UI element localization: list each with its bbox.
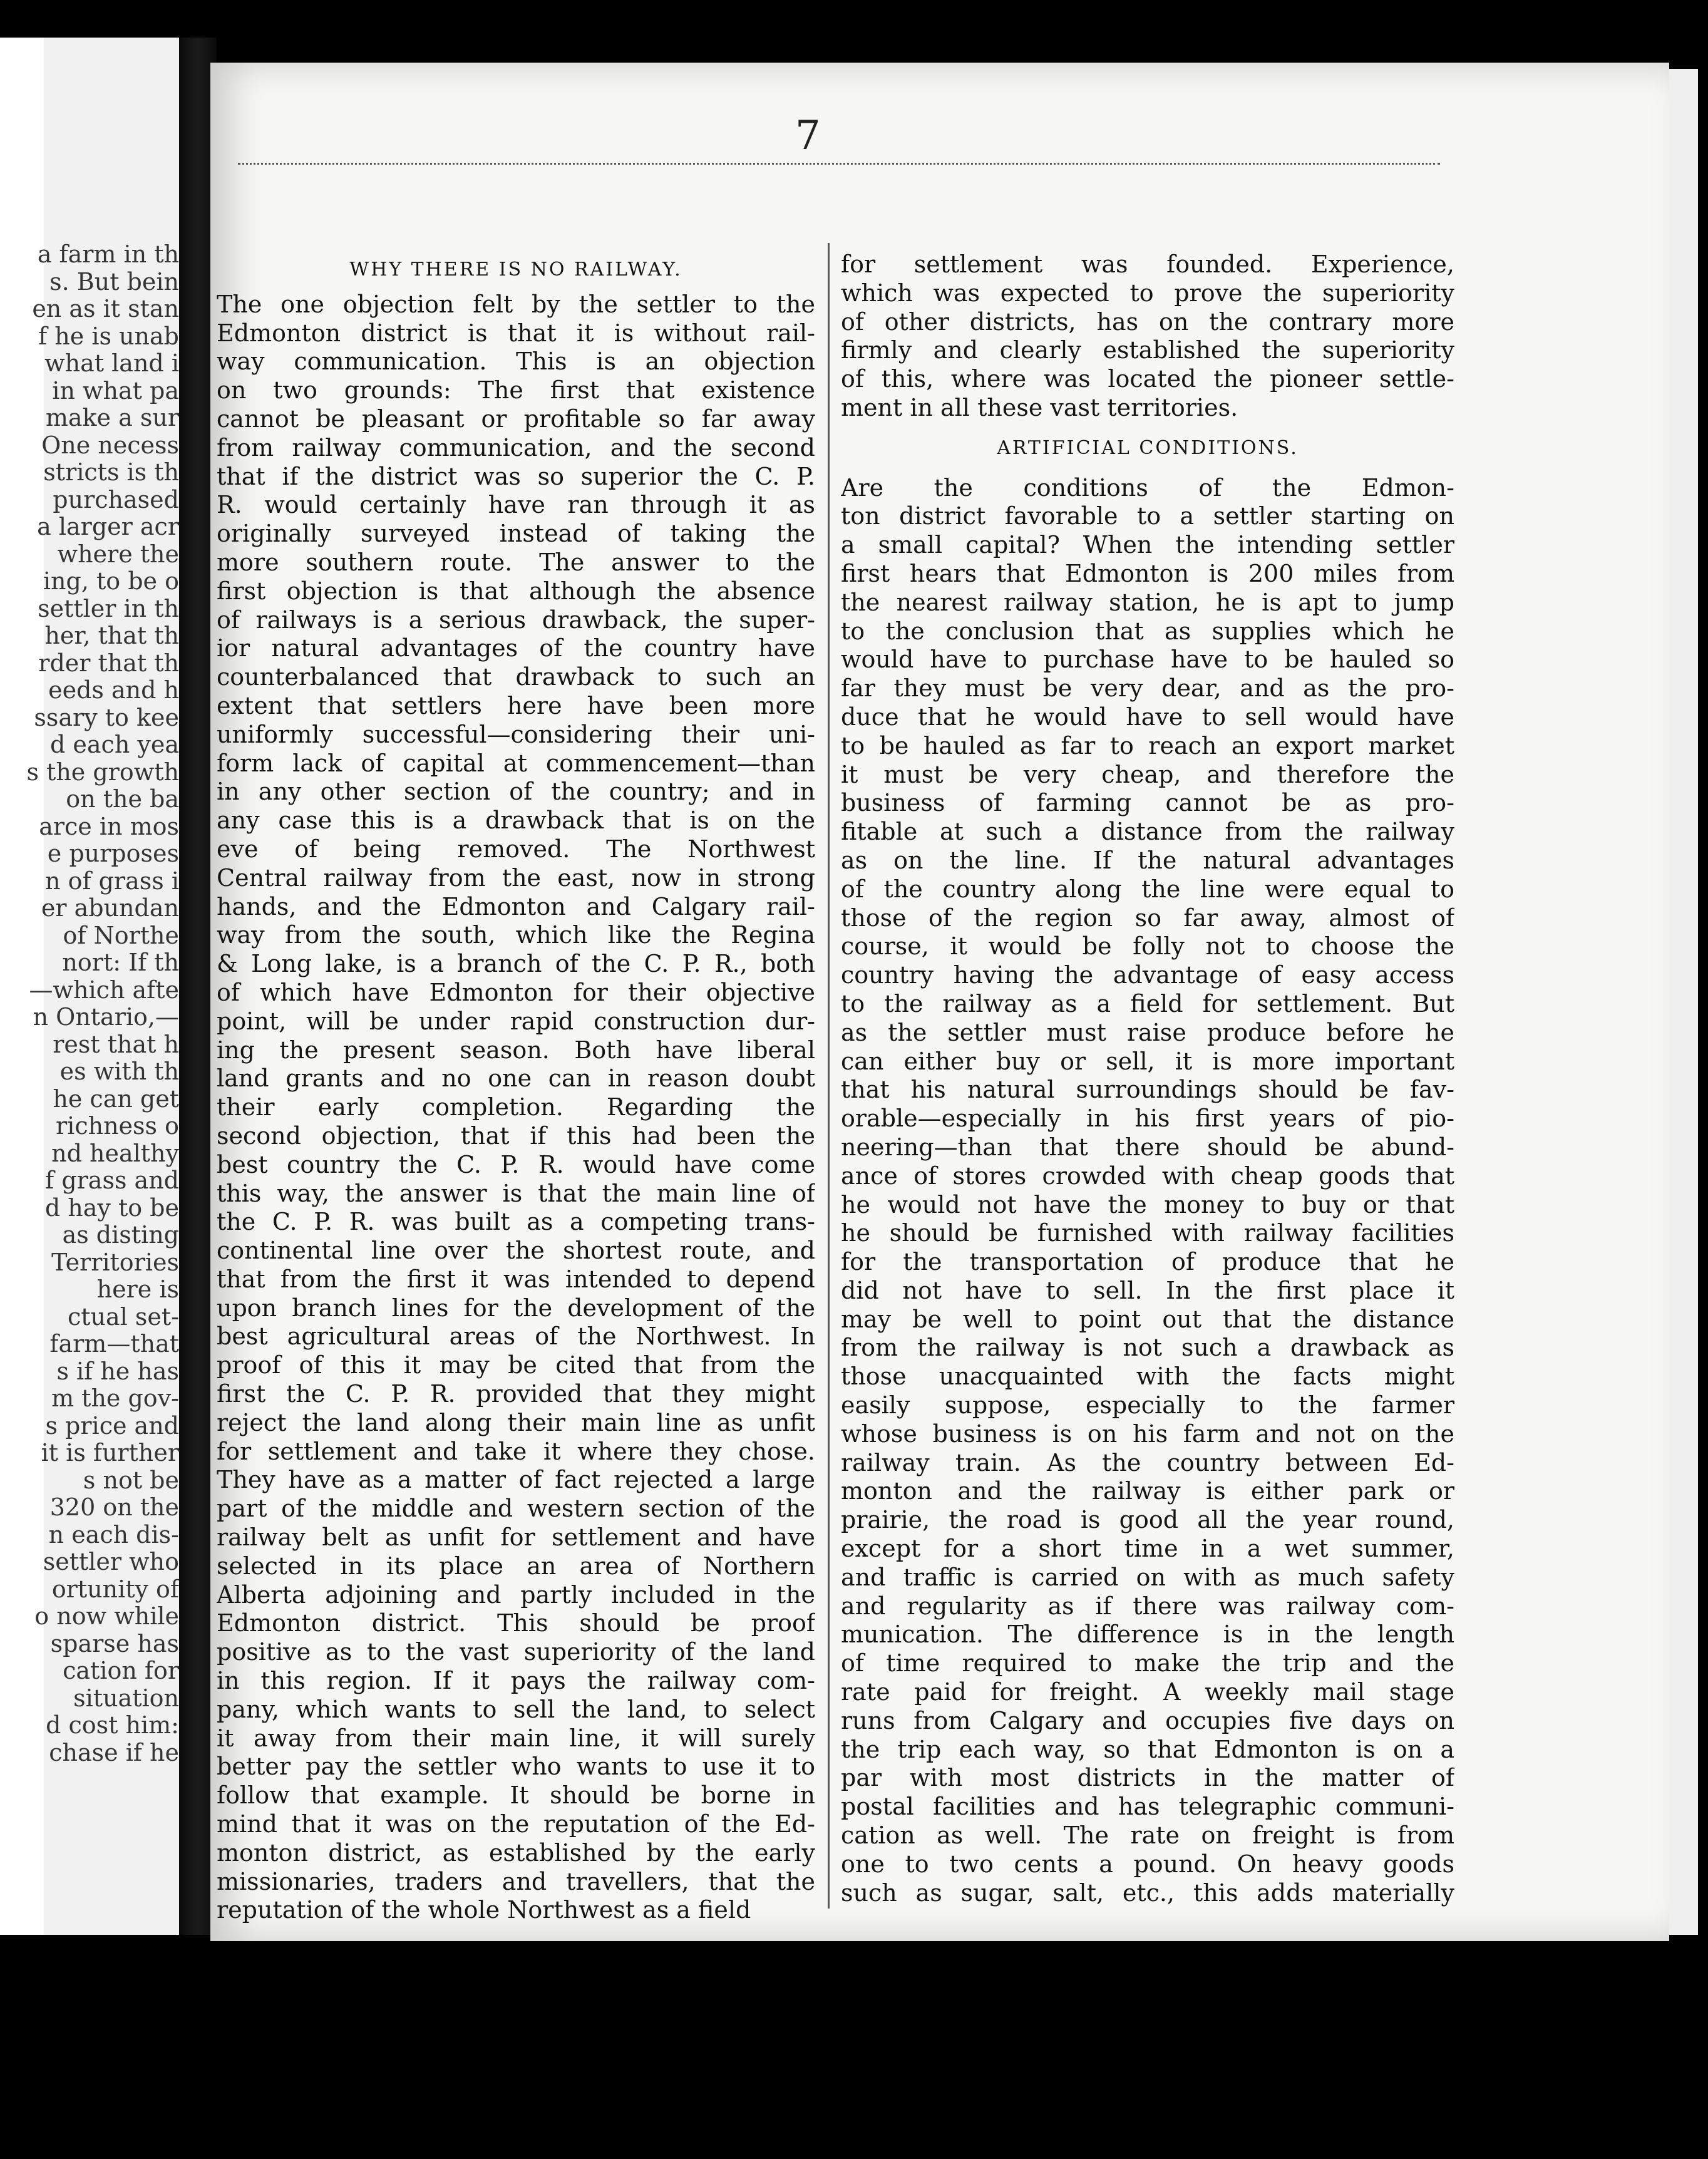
left-page-line: in what pa bbox=[52, 377, 179, 404]
text-line: would have to purchase have to be hauled so bbox=[841, 646, 1454, 674]
text-line: way communication. This is an objection bbox=[217, 348, 815, 376]
left-page-line: s price and bbox=[45, 1412, 179, 1440]
text-line: railway train. As the country between Ed- bbox=[841, 1448, 1454, 1476]
text-line: it away from their main line, it will surely bbox=[217, 1724, 815, 1752]
text-line: he should be furnished with railway facilities bbox=[841, 1219, 1454, 1247]
text-line: the nearest railway station, he is apt to jump bbox=[841, 588, 1454, 616]
text-line: it must be very cheap, and therefore the bbox=[841, 760, 1454, 788]
left-page-line: d hay to be bbox=[44, 1194, 179, 1222]
left-page-line: ortunity of bbox=[51, 1575, 179, 1603]
left-page-line: a farm in th bbox=[37, 241, 179, 268]
text-line: first objection is that although the absence bbox=[217, 577, 815, 605]
left-page-line: d each yea bbox=[50, 731, 179, 758]
left-page-line: settler who bbox=[43, 1548, 179, 1575]
column-divider bbox=[828, 243, 830, 1909]
text-line: reject the land along their main line as unfit bbox=[217, 1408, 815, 1436]
text-line: which was expected to prove the superiority bbox=[841, 279, 1454, 307]
text-line: ior natural advantages of the country have bbox=[217, 634, 815, 662]
text-line: any case this is a drawback that is on the bbox=[217, 806, 815, 835]
text-line: better pay the settler who wants to use it to bbox=[217, 1753, 815, 1781]
text-column-left bbox=[217, 250, 815, 1925]
left-page-line: —which afte bbox=[29, 976, 179, 1004]
left-page-line: n each dis- bbox=[48, 1521, 179, 1548]
text-line: hands, and the Edmonton and Calgary rail- bbox=[217, 892, 815, 920]
text-line: eve of being removed. The Northwest bbox=[217, 835, 815, 863]
text-line: except for a short time in a wet summer, bbox=[841, 1535, 1454, 1563]
text-line: uniformly successful—considering their uni- bbox=[217, 720, 815, 748]
text-line: as on the line. If the natural advantages bbox=[841, 846, 1454, 874]
text-line: to the conclusion that as supplies which he bbox=[841, 617, 1454, 645]
text-line: way from the south, which like the Regina bbox=[217, 921, 815, 949]
text-line: & Long lake, is a branch of the C. P. R., both bbox=[217, 950, 815, 978]
left-page-line: f he is unab bbox=[38, 322, 179, 350]
text-line: reputation of the whole Northwest as a field bbox=[217, 1896, 751, 1924]
left-page-line: sparse has bbox=[50, 1630, 179, 1657]
text-line: form lack of capital at commencement—than bbox=[217, 749, 815, 777]
text-line: neering—than that there should be abund- bbox=[841, 1133, 1454, 1161]
section-heading-conditions: ARTIFICIAL CONDITIONS. bbox=[997, 436, 1299, 459]
text-line: that from the first it was intended to depend bbox=[217, 1265, 815, 1293]
text-line: course, it would be folly not to choose the bbox=[841, 932, 1454, 961]
left-page-line: situation bbox=[73, 1684, 179, 1712]
left-page-fragment bbox=[0, 38, 184, 1935]
left-page-line: chase if he bbox=[49, 1739, 179, 1766]
text-line: upon branch lines for the development of the bbox=[217, 1294, 815, 1322]
text-line: of time required to make the trip and the bbox=[841, 1649, 1454, 1677]
text-line: fitable at such a distance from the railway bbox=[841, 818, 1454, 846]
left-page-line: he can get bbox=[53, 1085, 179, 1113]
left-page-line: ctual set- bbox=[67, 1303, 179, 1331]
text-line: did not have to sell. In the first place it bbox=[841, 1276, 1454, 1304]
left-page-line: m the gov- bbox=[51, 1385, 179, 1412]
text-line: business of farming cannot be as pro- bbox=[841, 789, 1454, 817]
text-line: of other districts, has on the contrary more bbox=[841, 307, 1454, 336]
text-line: selected in its place an area of Northern bbox=[217, 1552, 815, 1580]
text-line: runs from Calgary and occupies five days on bbox=[841, 1706, 1454, 1734]
text-line: R. would certainly have ran through it as bbox=[217, 491, 815, 519]
text-line: point, will be under rapid construction dur- bbox=[217, 1007, 815, 1035]
text-line: pany, which wants to sell the land, to select bbox=[217, 1695, 815, 1723]
text-line: Central railway from the east, now in strong bbox=[217, 863, 815, 892]
text-line: orable—especially in his first years of pio- bbox=[841, 1105, 1454, 1133]
text-line: that if the district was so superior the C. P. bbox=[217, 462, 815, 490]
text-line: Are the conditions of the Edmon- bbox=[841, 473, 1454, 502]
text-line: Alberta adjoining and partly included in the bbox=[217, 1580, 815, 1609]
left-page-line: it is further bbox=[41, 1440, 179, 1466]
text-line: he would not have the money to buy or that bbox=[841, 1190, 1454, 1219]
left-page-line: rest that h bbox=[53, 1031, 179, 1058]
left-page-line: settler in th bbox=[38, 595, 179, 622]
text-line: in any other section of the country; and in bbox=[217, 778, 815, 806]
left-page-line: as disting bbox=[62, 1222, 179, 1249]
left-page-line: s the growth bbox=[26, 758, 179, 786]
page-number: 7 bbox=[795, 113, 821, 159]
left-page-line: her, that th bbox=[44, 622, 179, 649]
text-line: for settlement and take it where they chose. bbox=[217, 1437, 815, 1465]
text-line: those of the region so far away, almost of bbox=[841, 904, 1454, 932]
text-line: first hears that Edmonton is 200 miles from bbox=[841, 559, 1454, 587]
left-page-line: d cost him: bbox=[46, 1712, 179, 1739]
left-page-line: of Northe bbox=[63, 922, 179, 949]
text-line: monton and the railway is either park or bbox=[841, 1477, 1454, 1505]
text-line: from the railway is not such a drawback as bbox=[841, 1334, 1454, 1362]
left-page-line: what land i bbox=[44, 350, 179, 377]
text-line: postal facilities and has telegraphic communi- bbox=[841, 1793, 1454, 1821]
text-line: rate paid for freight. A weekly mail stage bbox=[841, 1678, 1454, 1706]
text-line: land grants and no one can in reason doubt bbox=[217, 1064, 815, 1093]
text-line: as the settler must raise produce before he bbox=[841, 1018, 1454, 1046]
text-line: second objection, that if this had been the bbox=[217, 1121, 815, 1150]
text-line: ton district favorable to a settler starting on bbox=[841, 502, 1454, 530]
text-line: positive as to the vast superiority of the land bbox=[217, 1638, 815, 1666]
text-line: those unacquainted with the facts might bbox=[841, 1363, 1454, 1391]
text-line: to the railway as a field for settlement. But bbox=[841, 989, 1454, 1018]
text-line: best country the C. P. R. would have come bbox=[217, 1150, 815, 1178]
header-rule bbox=[238, 163, 1440, 165]
left-page-line: o now while bbox=[34, 1603, 179, 1630]
text-line: monton district, as established by the early bbox=[217, 1838, 815, 1867]
text-line: easily suppose, especially to the farmer bbox=[841, 1391, 1454, 1420]
text-line: Edmonton district. This should be proof bbox=[217, 1609, 815, 1637]
text-line: in this region. If it pays the railway com- bbox=[217, 1667, 815, 1695]
left-page-line: n Ontario,— bbox=[33, 1004, 179, 1031]
text-line: and traffic is carried on with as much safety bbox=[841, 1563, 1454, 1591]
text-line: ment in all these vast territories. bbox=[841, 393, 1238, 421]
left-page-line: 320 on the bbox=[49, 1494, 179, 1521]
text-line: their early completion. Regarding the bbox=[217, 1093, 815, 1121]
section-heading-railway: WHY THERE IS NO RAILWAY. bbox=[349, 259, 682, 281]
left-page-line: rder that th bbox=[38, 649, 179, 677]
text-line: extent that settlers here have been more bbox=[217, 691, 815, 719]
text-line: whose business is on his farm and not on the bbox=[841, 1420, 1454, 1448]
left-page-line: Territories bbox=[51, 1249, 179, 1276]
left-page-line: farm—that bbox=[49, 1331, 179, 1358]
text-line: such as sugar, salt, etc., this adds materially bbox=[841, 1878, 1454, 1907]
text-line: can either buy or sell, it is more important bbox=[841, 1047, 1454, 1075]
text-line: follow that example. It should be borne in bbox=[217, 1781, 815, 1810]
text-line: mind that it was on the reputation of the Ed- bbox=[217, 1810, 815, 1838]
text-line: for settlement was founded. Experience, bbox=[841, 250, 1454, 278]
text-line: Edmonton district is that it is without rail- bbox=[217, 319, 815, 347]
left-page-line: where the bbox=[57, 540, 179, 568]
left-page-line: One necess bbox=[41, 431, 179, 459]
left-page-line: purchased bbox=[53, 486, 179, 513]
text-line: one to two cents a pound. On heavy goods bbox=[841, 1850, 1454, 1878]
left-page-line: f grass and bbox=[45, 1167, 179, 1194]
text-line: par with most districts in the matter of bbox=[841, 1764, 1454, 1792]
text-line: on two grounds: The first that existence bbox=[217, 376, 815, 404]
text-line: ance of stores crowded with cheap goods that bbox=[841, 1162, 1454, 1190]
text-line: ing the present season. Both have liberal bbox=[217, 1036, 815, 1064]
text-line: of which have Edmonton for their objective bbox=[217, 978, 815, 1006]
text-line: proof of this it may be cited that from the bbox=[217, 1351, 815, 1379]
text-line: of this, where was located the pioneer settle- bbox=[841, 365, 1454, 393]
text-line: firmly and clearly established the superiority bbox=[841, 336, 1454, 364]
text-line: The one objection felt by the settler to the bbox=[217, 290, 815, 318]
text-line: missionaries, traders and travellers, that the bbox=[217, 1867, 815, 1895]
text-column-right bbox=[841, 250, 1454, 1907]
left-page-line: here is bbox=[96, 1276, 179, 1303]
left-page-line: n of grass i bbox=[45, 867, 179, 895]
left-page-line: nd healthy bbox=[51, 1140, 179, 1167]
text-line: more southern route. The answer to the bbox=[217, 548, 815, 576]
left-page-line: e purposes bbox=[47, 840, 179, 867]
text-line: that his natural surroundings should be fav- bbox=[841, 1076, 1454, 1104]
left-page-line: es with th bbox=[59, 1058, 179, 1085]
text-line: originally surveyed instead of taking the bbox=[217, 520, 815, 548]
text-line: this way, the answer is that the main line of bbox=[217, 1179, 815, 1207]
text-line: continental line over the shortest route, and bbox=[217, 1237, 815, 1265]
text-line: country having the advantage of easy access bbox=[841, 961, 1454, 989]
text-line: best agricultural areas of the Northwest. In bbox=[217, 1322, 815, 1351]
left-page-line: arce in mos bbox=[39, 813, 179, 840]
text-line: of the country along the line were equal to bbox=[841, 875, 1454, 903]
left-page-line: make a sur bbox=[45, 404, 179, 431]
left-page-line: ssary to kee bbox=[34, 704, 179, 731]
left-page-line: s not be bbox=[83, 1466, 179, 1494]
text-line: railway belt as unfit for settlement and have bbox=[217, 1523, 815, 1552]
left-page-line: stricts is th bbox=[43, 459, 179, 486]
text-line: cannot be pleasant or profitable so far away bbox=[217, 404, 815, 433]
left-page-line: cation for bbox=[63, 1657, 179, 1684]
text-line: counterbalanced that drawback to such an bbox=[217, 663, 815, 691]
left-page-line: ing, to be o bbox=[43, 568, 179, 595]
text-line: first the C. P. R. provided that they might bbox=[217, 1380, 815, 1408]
left-page-line: eeds and h bbox=[48, 677, 179, 704]
text-line: for the transportation of produce that he bbox=[841, 1248, 1454, 1276]
left-page-line: nort: If th bbox=[62, 949, 179, 976]
text-line: munication. The difference is in the length bbox=[841, 1621, 1454, 1649]
text-line: part of the middle and western section of the bbox=[217, 1495, 815, 1523]
text-line: cation as well. The rate on freight is from bbox=[841, 1821, 1454, 1850]
text-line: from railway communication, and the second bbox=[217, 433, 815, 461]
text-line: prairie, the road is good all the year round, bbox=[841, 1506, 1454, 1534]
left-page-line: a larger acr bbox=[37, 513, 179, 540]
text-line: and regularity as if there was railway com- bbox=[841, 1592, 1454, 1620]
text-line: They have as a matter of fact rejected a large bbox=[217, 1466, 815, 1494]
text-line: the trip each way, so that Edmonton is on a bbox=[841, 1735, 1454, 1763]
text-line: duce that he would have to sell would have bbox=[841, 703, 1454, 731]
text-line: the C. P. R. was built as a competing trans- bbox=[217, 1208, 815, 1236]
left-page-line: richness o bbox=[56, 1113, 179, 1140]
left-page-line: on the ba bbox=[66, 786, 179, 813]
left-page-line: s. But bein bbox=[49, 268, 179, 296]
left-page-line: er abundan bbox=[41, 895, 179, 922]
text-line: may be well to point out that the distance bbox=[841, 1305, 1454, 1333]
text-line: of railways is a serious drawback, the super- bbox=[217, 605, 815, 634]
left-page-line: en as it stan bbox=[32, 296, 179, 322]
text-line: a small capital? When the intending settler bbox=[841, 531, 1454, 559]
left-page-text bbox=[0, 241, 179, 1766]
text-line: to be hauled as far to reach an export market bbox=[841, 731, 1454, 760]
left-page-line: s if he has bbox=[56, 1358, 179, 1385]
text-line: far they must be very dear, and as the pro- bbox=[841, 674, 1454, 703]
